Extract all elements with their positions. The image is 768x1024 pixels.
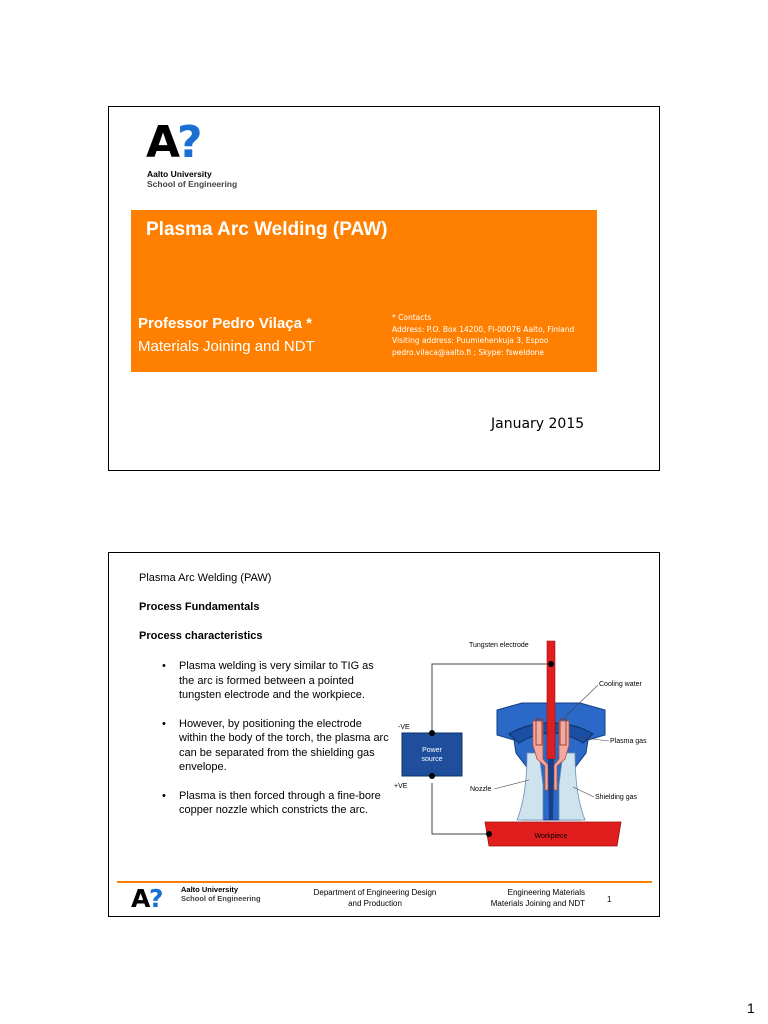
- contact-line: pedro.vilaca@aalto.fi ; Skype: fsweldone: [392, 347, 545, 357]
- workpiece-contact-dot: [486, 831, 492, 837]
- electrode-contact-dot: [548, 661, 554, 667]
- logo-university: Aalto University: [181, 885, 239, 894]
- terminal-negative-dot: [429, 730, 435, 736]
- page-number: 1: [747, 1000, 755, 1016]
- logo-question-glyph: ?: [177, 117, 203, 168]
- author-name: Professor Pedro Vilaça *: [138, 315, 312, 332]
- title-slide: [108, 106, 660, 471]
- author-department: Materials Joining and NDT: [138, 338, 315, 355]
- footer-logo-text: [181, 886, 261, 903]
- logo-school: School of Engineering: [181, 893, 261, 903]
- section-heading: Process Fundamentals: [139, 601, 260, 613]
- footer-course-line: Engineering Materials: [507, 888, 585, 897]
- slide-number: 1: [607, 895, 612, 904]
- terminal-positive-dot: [429, 773, 435, 779]
- power-source-label: Power: [422, 747, 442, 754]
- logo-text: [147, 170, 237, 190]
- bullet-item: • However, by positioning the electrode within the body of the torch, the plasma arc can be separated from the shielding gas envelope.: [159, 717, 391, 775]
- tungsten-electrode-label: Tungsten electrode: [469, 642, 529, 649]
- shielding-gas-right: [559, 753, 585, 820]
- subsection-heading: Process characteristics: [139, 630, 263, 642]
- shielding-gas-left: [517, 753, 543, 820]
- shielding-gas-label: Shielding gas: [595, 794, 638, 801]
- footer-course: [465, 888, 585, 909]
- logo-a-glyph: A: [146, 117, 181, 168]
- contact-line: Visiting address: Puumiehenkuja 3, Espoo: [392, 336, 549, 345]
- plasma-arc: [548, 759, 554, 820]
- footer-course-line: Materials Joining and NDT: [490, 898, 585, 908]
- title-banner: [131, 210, 597, 372]
- workpiece-label: Workpiece: [534, 833, 568, 840]
- content-slide: [108, 552, 660, 917]
- power-source-label: source: [421, 756, 443, 763]
- footer-department-line: Department of Engineering Design: [313, 888, 437, 897]
- cooling-water-label: Cooling water: [599, 681, 642, 688]
- slide-heading: Plasma Arc Welding (PAW): [139, 572, 272, 584]
- logo-a-glyph: A: [131, 884, 151, 913]
- contact-info: [392, 312, 574, 358]
- contact-line: Address: P.O. Box 14200, FI-00076 Aalto, Finland: [392, 324, 575, 334]
- logo-university: Aalto University: [147, 169, 212, 179]
- slide-title: Plasma Arc Welding (PAW): [146, 219, 388, 240]
- contact-line: * Contacts: [392, 313, 432, 322]
- tungsten-electrode: [547, 641, 555, 759]
- footer-department-line: and Production: [348, 898, 402, 908]
- footer-divider: [117, 881, 652, 883]
- bullet-item: • Plasma is then forced through a fine-bore copper nozzle which constricts the arc.: [159, 789, 391, 818]
- nozzle-label: Nozzle: [470, 786, 492, 793]
- logo-question-glyph: ?: [149, 884, 164, 913]
- plasma-gas-label: Plasma gas: [610, 738, 647, 745]
- negative-terminal-label: -VE: [398, 724, 410, 731]
- bullet-list: [159, 659, 391, 832]
- nozzle-leader: [494, 780, 529, 789]
- bullet-item: • Plasma welding is very similar to TIG as the arc is formed between a pointed tungsten electrode and the workpiece.: [159, 659, 391, 703]
- positive-terminal-label: +VE: [394, 783, 408, 790]
- paw-torch-diagram: [377, 635, 659, 855]
- power-source-box: [402, 733, 462, 776]
- logo-school: School of Engineering: [147, 178, 238, 189]
- footer-department: [297, 888, 453, 909]
- presentation-date: January 2015: [491, 416, 585, 432]
